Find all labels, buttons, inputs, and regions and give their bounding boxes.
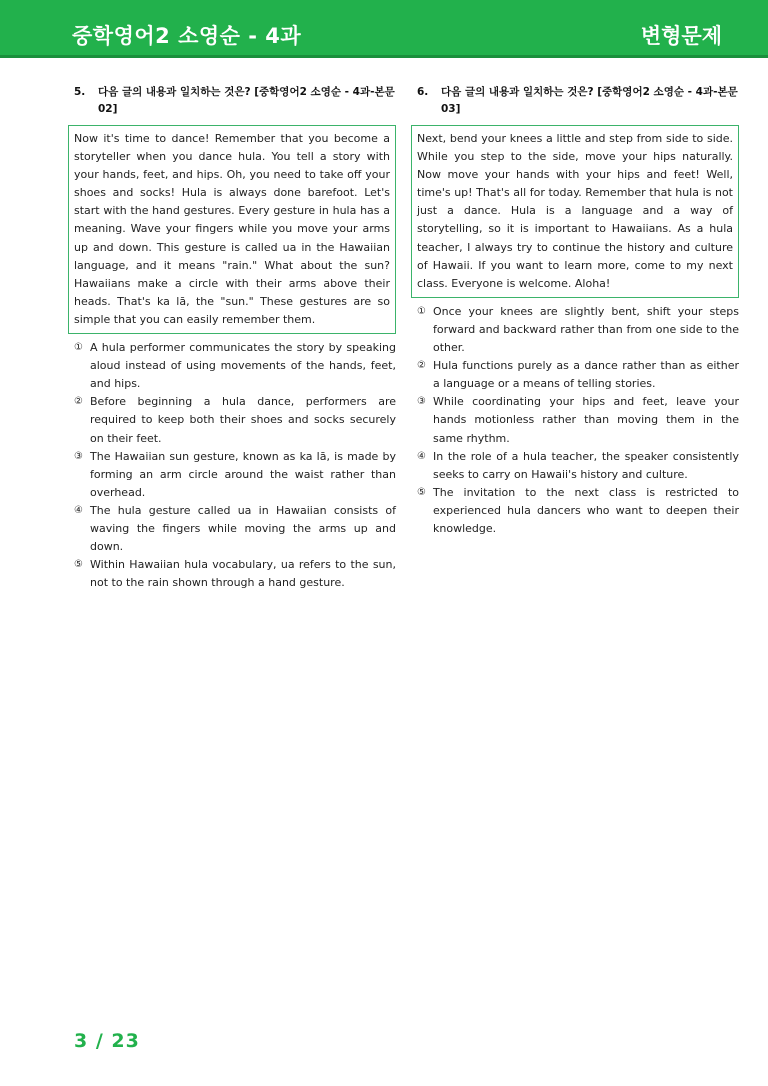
option-text: The invitation to the next class is restricted to experienced hula dancers who want to deepen their knowledge. (433, 485, 739, 535)
option-4[interactable] (411, 448, 739, 484)
question-prompt (411, 84, 739, 118)
option-marker: ⑤ (417, 486, 426, 498)
question-text: 다음 글의 내용과 일치하는 것은? [중학영어2 소영순 - 4과-본문 03] (441, 86, 738, 115)
option-text: Hula functions purely as a dance rather than as either a language or a means of telling stories. (433, 359, 739, 391)
page-header (0, 0, 768, 58)
question-prompt (68, 84, 396, 118)
option-marker: ② (74, 396, 83, 408)
option-marker: ① (74, 342, 83, 354)
option-1[interactable] (68, 339, 396, 393)
option-marker: ④ (74, 504, 83, 516)
passage-box: Now it's time to dance! Remember that you become a storyteller when you dance hula. You tell a story with your hands, feet, and hips. Oh, you need to take off your shoes and socks! Hula is always done barefoot. Let's start with the hand gestures. Every gesture in hula has a meaning. Wave your fingers while you move your arms up and down. This gesture is called ua in the Hawaiian language, and it means "rain." What about the sun? Hawaiians make a circle with their arms above their heads. That's ka lā, the "sun." These gestures are so simple that you can easily remember them. (68, 125, 396, 334)
option-text: The hula gesture called ua in Hawaiian consists of waving the fingers while moving the arms up and down. (90, 503, 396, 554)
question-number: 5. (74, 86, 86, 98)
option-marker: ① (417, 305, 426, 317)
page-number: 3 / 23 (74, 1030, 140, 1052)
option-2[interactable] (68, 393, 396, 447)
option-text: Once your knees are slightly bent, shift your steps forward and backward rather than from one side to the other. (433, 304, 739, 355)
option-text: A hula performer communicates the story by speaking aloud instead of using movements of the hands, feet, and hips. (90, 341, 396, 391)
option-text: Before beginning a hula dance, performers are required to keep both their shoes and socks securely on their feet. (90, 395, 396, 445)
question-text: 다음 글의 내용과 일치하는 것은? [중학영어2 소영순 - 4과-본문 02] (98, 86, 395, 115)
option-1[interactable] (411, 303, 739, 357)
section-tag: 변형문제 (640, 24, 722, 48)
passage-box: Next, bend your knees a little and step from side to side. While you step to the side, move your hips naturally. Now move your hands with your hips and feet! Well, time's up! That's all for today. Remember that hula is not just a dance. Hula is a language and a way of storytelling, so it is important to Hawaiians. As a hula teacher, I always try to continue the history and culture of Hawaii. If you want to learn more, come to my next class. Everyone is welcome. Aloha! (411, 125, 739, 298)
option-marker: ⑤ (74, 559, 83, 571)
option-text: The Hawaiian sun gesture, known as ka lā, is made by forming an arm circle around the waist rather than overhead. (90, 449, 396, 499)
option-marker: ② (417, 360, 426, 372)
option-5[interactable] (68, 556, 396, 592)
document-title: 중학영어2 소영순 - 4과 (72, 24, 302, 48)
option-5[interactable] (411, 484, 739, 538)
option-marker: ③ (74, 450, 83, 462)
option-marker: ③ (417, 396, 426, 408)
question-5 (68, 84, 396, 592)
option-2[interactable] (411, 357, 739, 393)
option-text: In the role of a hula teacher, the speaker consistently seeks to carry on Hawaii's history and culture. (433, 449, 739, 481)
option-3[interactable] (411, 393, 739, 447)
option-text: Within Hawaiian hula vocabulary, ua refers to the sun, not to the rain shown through a hand gesture. (90, 558, 396, 590)
option-marker: ④ (417, 450, 426, 462)
option-3[interactable] (68, 448, 396, 502)
option-4[interactable] (68, 502, 396, 556)
answer-options (411, 303, 739, 538)
question-number: 6. (417, 86, 429, 98)
question-6 (411, 84, 739, 538)
option-text: While coordinating your hips and feet, leave your hands motionless rather than moving them in the same rhythm. (433, 395, 739, 445)
answer-options (68, 339, 396, 592)
